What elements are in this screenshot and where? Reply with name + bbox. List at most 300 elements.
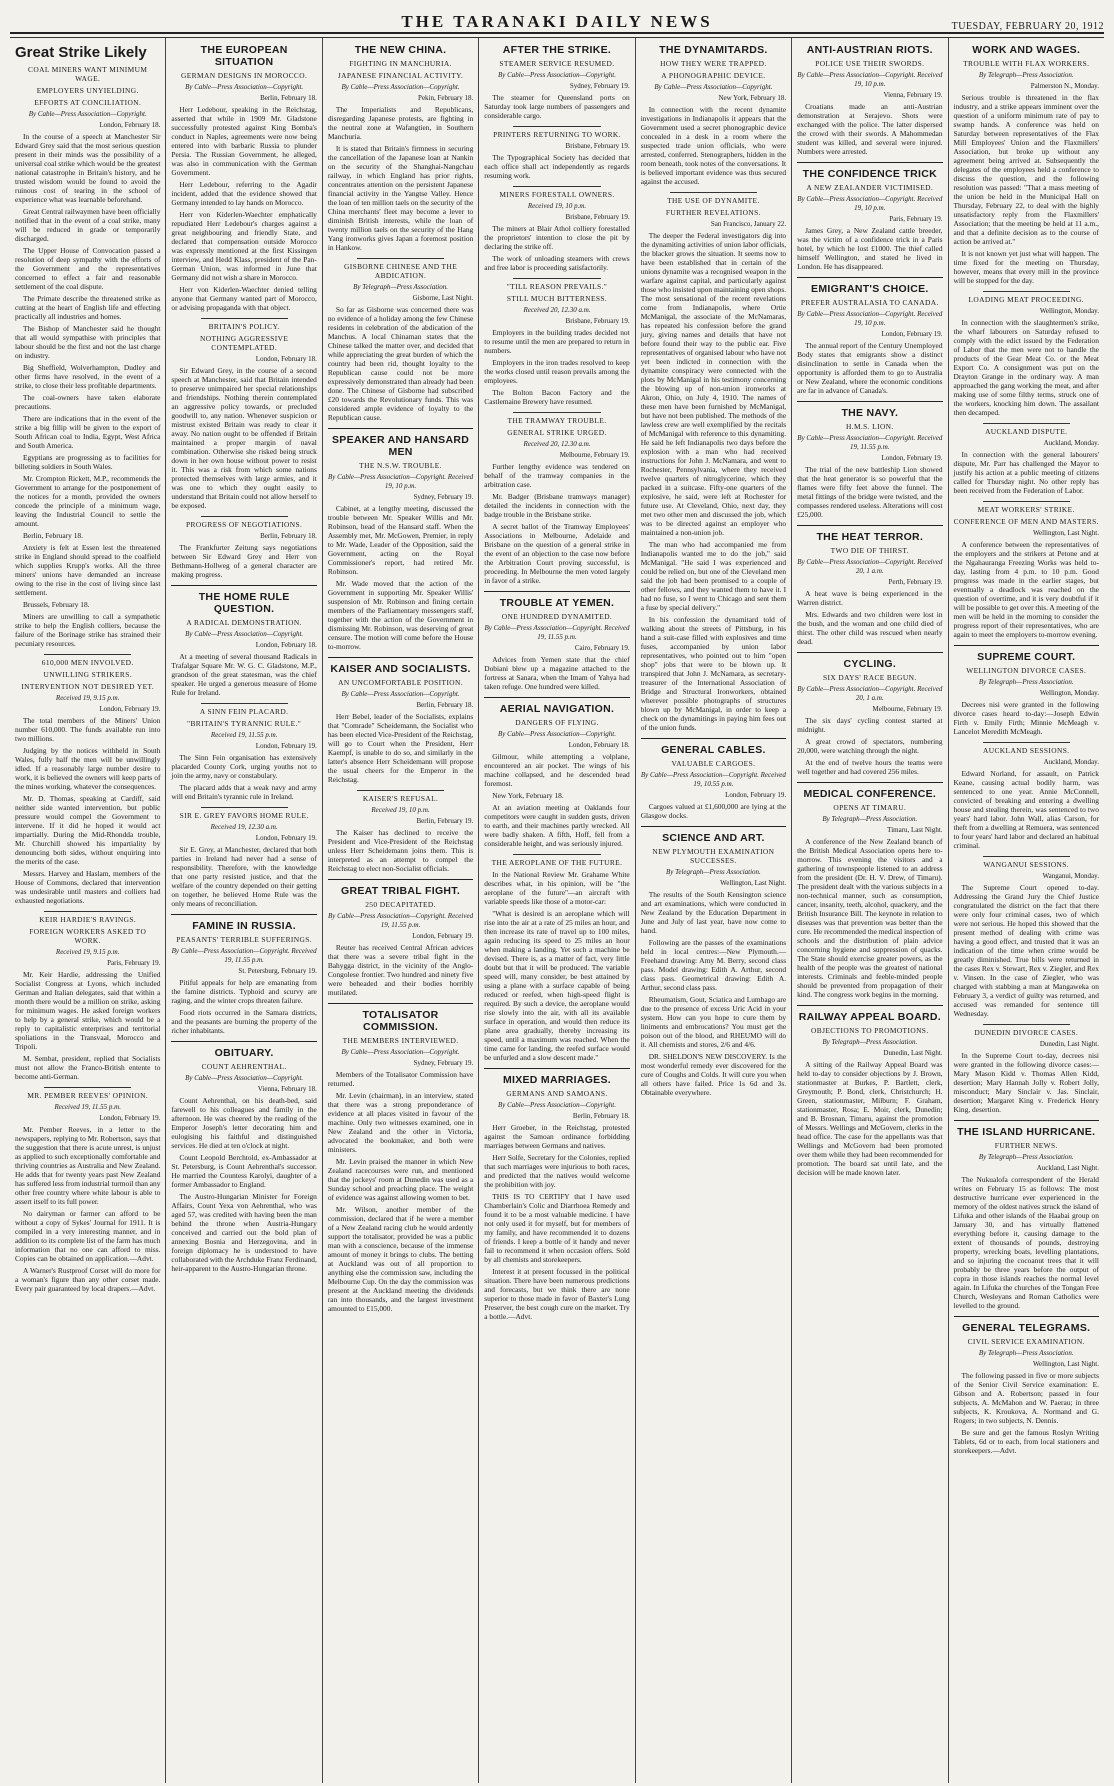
article-paragraph: Mr. D. Thomas, speaking at Cardiff, said neither side wanted intervention, but public pressure would compel the Government to intervene. If it did he hoped it would act impartially. During the Mid-Rhondda trouble, Mr. Churchill showed his impartiality by denouncing both sides, without enquiring into the merits of the case. [15, 794, 161, 866]
article-paragraph: New York, February 18. [492, 791, 564, 800]
article-dateline: London, February 19. [255, 742, 317, 750]
article-subheading: FOREIGN WORKERS ASKED TO WORK. [29, 927, 147, 945]
article-headline: SPEAKER AND HANSARD MEN [331, 434, 470, 458]
article-dateline: San Francisco, January 22. [710, 220, 787, 228]
article-byline: By Cable—Press Association—Copyright. [185, 630, 304, 638]
article-subheading: EMPLOYERS UNYIELDING. [36, 86, 139, 95]
article-dateline: Berlin, February 18. [260, 532, 317, 540]
article-paragraph: The work of unloading steamers with crews and free labor is proceeding satisfactorily. [484, 254, 630, 272]
column-4 [479, 38, 635, 1783]
article-paragraph: Mr. Pember Reeves, in a letter to the newspapers, replying to Mr. Robertson, says that the suggestion that there is acute unrest, is unjust as applied to such exceptionally comfortable and thriving countries as Australia and New Zealand. He adds that for twenty years past New Zealand has suffered less from industrial turmoil than any other free country where white labour is able to assert itself to its full power. [15, 1125, 161, 1206]
article-subheading: VALUABLE CARGOES. [671, 759, 756, 768]
article-paragraph: Rheumatism, Gout, Sciatica and Lumbago are due to the presence of excess Uric Acid in your system. How can you hope to cure them by liniments and embrocations? You must get the poison out of the blood, and RHEUMO will do it. All chemists and stores, 2/6 and 4/6. [640, 995, 787, 1049]
article-dateline: Dunedin, Last Night. [883, 1049, 943, 1057]
column-rule [797, 782, 942, 783]
section-rule [357, 790, 444, 791]
column-rule [797, 1005, 942, 1006]
article-headline: SUPREME COURT. [977, 651, 1076, 663]
article [797, 782, 942, 999]
article-byline: By Cable—Press Association—Copyright. [341, 690, 460, 698]
article-paragraph: A great crowd of spectators, numbering 20,000, were watching through the night. [797, 737, 943, 755]
article-paragraph: Miners are unwilling to call a sympathetic strike to help the English colliers, because the failure of the Borinage strike has strained their pecuniary resources. [15, 612, 161, 648]
article-subheading: PEASANTS' TERRIBLE SUFFERINGS. [176, 935, 313, 944]
article-dateline: Dunedin, Last Night. [1039, 1040, 1099, 1048]
article-paragraph: There are indications that in the event of the strike a big fillip will be given to the export of South African coal to India, Egypt, West Africa and South America. [15, 414, 161, 450]
article-dateline: Wellington, Last Night. [1033, 1360, 1099, 1368]
article [641, 826, 786, 1097]
article-subheading: MEAT WORKERS' STRIKE. [977, 505, 1075, 514]
article-subheading: CONFERENCE OF MEN AND MASTERS. [953, 517, 1099, 526]
article-dateline: London, February 19. [99, 705, 161, 713]
article-subheading: TROUBLE WITH FLAX WORKERS. [963, 59, 1090, 68]
article-byline: By Cable—Press Association—Copyright. Received 19, 11.55 p.m. [328, 912, 474, 929]
article [954, 1316, 1099, 1455]
article-paragraph: The Primate describe the threatened strike as cutting at the heart of English life and effecting practically all industries and homes. [15, 294, 161, 321]
column-rule [641, 826, 786, 827]
article [954, 856, 1099, 1018]
article [484, 854, 629, 1062]
article-headline: THE HOME RULE QUESTION. [198, 591, 290, 615]
article-paragraph: Egyptians are progressing as to facilities for billeting soldiers in South Wales. [15, 453, 161, 471]
article-paragraph: The Bolton Bacon Factory and the Castlemaine Brewery have resumed. [484, 388, 630, 406]
article-dateline: London, February 18. [99, 121, 161, 129]
article [797, 162, 942, 271]
article-subheading: POLICE USE THEIR SWORDS. [815, 59, 925, 68]
article-byline: By Telegraph—Press Association. [978, 1349, 1074, 1357]
article [171, 318, 316, 510]
article-byline: By Cable—Press Association—Copyright. Received 19, 11.55 p.m. [797, 434, 943, 451]
article-dateline: Pekin, February 18. [418, 94, 474, 102]
article-headline: MEDICAL CONFERENCE. [803, 788, 937, 800]
article [171, 914, 316, 1035]
article-paragraph: Judging by the notices withheld in South Wales, fully half the men will be unwillingly idled. If a reasonably large number desire to work, it is believed the owners will keep parts of the mines working, whatever the consequences. [15, 746, 161, 791]
article-paragraph: The six days' cycling contest started at midnight. [797, 716, 943, 734]
article-dateline: Auckland, Monday. [1043, 439, 1099, 447]
article-paragraph: A secret ballot of the Tramway Employees' Associations in Melbourne, Adelaide and Brisbane on the question of a general strike in the event of an objection to the case now before the Arbitration Court proving successful, is proceeding. In Melbourne the men voted largely in favor of a strike. [484, 522, 630, 585]
article-headline: AERIAL NAVIGATION. [499, 703, 615, 715]
article-paragraph: Herr Groeber, in the Reichstag, protested against the Samoan ordinance forbidding marriages between Germans and natives. [484, 1123, 630, 1150]
article-paragraph: A sitting of the Railway Appeal Board was held to-day to consider objections by J. Brown, stationmaster at Burkes, P. Bartlett, clerk, Greymouth; P. Bond, clerk, Christchurch; H. Green, stationmaster, Milburn; F. Graham, stationmaster, Rosa; E. Moir, clerk, Dunedin; and B. Brosnan, Timaru, against the promotion of Messrs. Wellings and McGovern, clerks in the head office. The case for the appellants was that Wellings and McGovern had been promoted over them while they had been recommended for promotion. The board sat until late, and the decision will be made known later. [797, 1060, 943, 1177]
article-headline: CYCLING. [843, 658, 897, 670]
article-byline: By Cable—Press Association—Copyright. [341, 83, 460, 91]
article [171, 1041, 316, 1273]
article-dateline: Melbourne, February 19. [559, 451, 630, 459]
column-rule [171, 914, 316, 915]
article-paragraph: A Warner's Rustproof Corset will do more for a woman's figure than any other corset made. Every pair guaranteed by local drapers.—Advt. [15, 1266, 161, 1293]
article-paragraph: Herr von Kiderlen-Waechter emphatically repudiated Herr Ledebour's charges against a great neighbouring and friendly State, and declared that compensation outside Morocco was expressly mentioned at the first Kissingen interview, and Hedd Klass, president of the Pan-German Union, was informed in June that Germany did not wish a share in Morocco. [171, 210, 317, 282]
article-dateline: Brisbane, February 19. [565, 213, 630, 221]
article-byline: Received 20, 12.30 a.m. [523, 440, 591, 448]
article-dateline: Berlin, February 18. [416, 701, 474, 709]
article-subheading: KAISER'S REFUSAL. [362, 794, 439, 803]
article-dateline: Sydney, February 19. [413, 493, 474, 501]
article-subheading: DANGERS OF FLYING. [515, 718, 599, 727]
article-subheading: "TILL REASON PREVAILS." [506, 282, 608, 291]
article [171, 807, 316, 908]
section-rule [44, 911, 131, 912]
article-paragraph: Herr Ledebour, referring to the Agadir incident, added that the evidence showed that Germany intended to lay hands on Morocco. [171, 180, 317, 207]
article-subheading: HOW THEY WERE TRAPPED. [660, 59, 767, 68]
article-byline: Received 20, 12.30 a.m. [523, 306, 591, 314]
article-paragraph: The following passed in five or more subjects of the Senior Civil Service examination: E. Gibson and A. Robertson; passed in four subjects, A. McMahon and W. Paerau; in three subjects, K. Kroukova, A. Normand and G. Rogers; in two subjects, N. Dennis. [953, 1371, 1099, 1425]
article [15, 911, 160, 1081]
column-rule [797, 162, 942, 163]
article-headline: THE NEW CHINA. [354, 44, 447, 56]
article-subheading: PROGRESS OF NEGOTIATIONS. [186, 520, 303, 529]
article-paragraph: At the end of twelve hours the teams were well together and had covered 256 miles. [797, 758, 943, 776]
article-subheading: THE USE OF DYNAMITE. [667, 196, 760, 205]
article-headline: OBITUARY. [214, 1047, 274, 1059]
section-rule [670, 192, 757, 193]
article-headline: GENERAL TELEGRAMS. [962, 1322, 1091, 1334]
article-subheading: WANGANUI SESSIONS. [983, 860, 1070, 869]
article-headline: THE NAVY. [841, 407, 899, 419]
article-paragraph: A conference of the New Zealand branch of the British Medical Association opens here to-morrow. This evening the visitors and a gathering of townspeople listened to an address from the president (Dr. H. V. Drew, of Timaru). The president dealt with the various subjects in a non-technical manner, such as consumption, cancer, insanity, teeth, alcohol, quackery, and the British Insurance Bill. The keynote in relation to diseases was that prevention was better than the cure. He recommended the medical inspection of schools and the distribution of plain advice concerning hygiene and suppression of quacks. The State should exercise greater powers, as the health of the people was the greatest of national interests. Criminals and feeble-minded people should be prevented from propagation of their kind. The congress work begins in the morning. [797, 837, 943, 999]
article-headline: THE ISLAND HURRICANE. [957, 1126, 1096, 1138]
newspaper-columns [10, 37, 1104, 1783]
article-dateline: Auckland, Last Night. [1036, 1164, 1099, 1172]
article [328, 1003, 473, 1313]
article-byline: Received 19, 9.15 p.m. [55, 694, 120, 702]
article-byline: By Telegraph—Press Association. [665, 868, 761, 876]
article-subheading: SIX DAYS' RACE BEGUN. [823, 673, 917, 682]
article-dateline: Cairo, February 19. [574, 644, 630, 652]
article [954, 742, 1099, 850]
article-paragraph: Herr von Kiderlen-Waechter denied telling anyone that Germany wanted part of Morocco, or advising propaganda with that object. [171, 285, 317, 312]
article-byline: Received 19, 10 p.m. [371, 806, 430, 814]
column-rule [171, 585, 316, 586]
article-headline: TOTALISATOR COMMISSION. [362, 1009, 439, 1033]
article-headline: RAILWAY APPEAL BOARD. [798, 1011, 941, 1023]
article-subheading: COUNT AEHRENTHAL. [201, 1062, 287, 1071]
article [954, 423, 1099, 495]
article-paragraph: Berlin, February 18. [23, 531, 83, 540]
article-subheading: STILL MUCH BITTERNESS. [506, 294, 608, 303]
article [954, 645, 1099, 736]
article-dateline: Brisbane, February 19. [565, 317, 630, 325]
masthead-date: TUESDAY, FEBRUARY 20, 1912 [951, 21, 1104, 32]
article [15, 654, 160, 905]
article-paragraph: Count Aehrenthal, on his death-bed, said farewell to his colleagues and family in the afternoon. He was cheered by the reading of the Emperor Joseph's letter decorating him and eulogising his faithful and distinguished services. He died at ten o'clock at night. [171, 1096, 317, 1150]
section-rule [513, 278, 600, 279]
article [171, 516, 316, 579]
article-paragraph: The Upper House of Convocation passed a resolution of deep sympathy with the efforts of the Government and the representatives concerned to effect a fair and reasonable settlement of the coal dispute. [15, 246, 161, 291]
article [954, 291, 1099, 417]
column-rule [797, 525, 942, 526]
article-byline: By Cable—Press Association—Copyright. Received 19, 10 p.m. [328, 473, 474, 490]
article-dateline: London, February 18. [568, 741, 630, 749]
article-subheading: ONE HUNDRED DYNAMITED. [501, 612, 613, 621]
article-paragraph: It is stated that Britain's firmness in securing the cancellation of the Japanese loan at Nankin on the security of the Shanghai-Nangchau railway, in which England has prior rights, concentrates attention on the persistent Japanese financial activity in the Yangtse Valley. Hence the loan of ten million taels on the security of the China merchants' fleet may become a lever to diminish British interests, while the loan of twenty million taels on the security of the Hang Yang ironworks gives Japan a foremost position in Hankow. [327, 144, 474, 252]
article-paragraph: Count Leopold Berchtold, ex-Ambassador at St. Petersburg, is Count Aehrenthal's successor. He married the Countess Karolyi, daughter of a former Ambassador to England. [171, 1153, 317, 1189]
article-dateline: Berlin, February 19. [416, 817, 474, 825]
article [484, 278, 629, 406]
article-headline: ANTI-AUSTRIAN RIOTS. [806, 44, 933, 56]
article-paragraph: The Typographical Society has decided that each office shall act independently as regards resuming work. [484, 153, 630, 180]
article-paragraph: The miners at Blair Athol colliery forestalled the proprietors' intention to close the pit by declaring the strike off. [484, 224, 630, 251]
article-paragraph: The deeper the Federal investigators dig into the dynamiting activities of union labor officials, the blacker grows the situation. It seems now to have been established that in certain of the unions dynamite was a recognised weapon in the warfare against capital, and particularly against those who insisted upon maintaining open shops. The most sensational of the recent revelations come from Indianapolis, where Ortie McManigal, the associate of the McNamaras, has repeated his confession before the grand jury, giving names and details that have not before found their way to the public ear. Five representatives of organised labour who have not yet been indicted in connection with the dynamite conspiracy were connected with the plots by McManigal in his testimony concerning the blowing up of non-union ironworks at Akron, Ohio, on July 4, 1910. The names of these men have been furnished by McManigal, but have not been published. The methods of the lawless crew are well exemplified by the recitals of McManigal with reference to this dynamiting. He said he left Indianapolis two days before the explosion with a man who had received instructions for John J. McNamara, and went to Rochester, Pennsylvania, where they received twelve quarters of nitroglycerine, which they packed in a suitcase. Fifty-one quarters of the explosive, he said, were left at Rochester for future use. At Cleveland, Ohio, next day, they met two other men and discussed the job, which was to be directed against an employer who maintained a non-union job. [640, 231, 787, 537]
article-paragraph: No dairyman or farmer can afford to be without a copy of Sykes' Journal for 1911. It is compiled in a very interesting manner, and in addition to its complete list of the farm has much information that no one can afford to miss. Copies can be obtained on application.—Advt. [15, 1209, 161, 1263]
article [328, 428, 473, 651]
article [171, 703, 316, 801]
article-paragraph: In connection with the general labourers' dispute, Mr. Parr has challenged the Mayor to justify his action at a public meeting of citizens called for Thursday night. No other reply has been received from the Federation of Labor. [953, 450, 1099, 495]
article-subheading: DUNEDIN DIVORCE CASES. [974, 1028, 1079, 1037]
article-headline: FAMINE IN RUSSIA. [192, 920, 296, 932]
article-subheading: FURTHER REVELATIONS. [665, 208, 761, 217]
article-byline: By Cable—Press Association—Copyright. Received 19, 11.55 p.m. [171, 947, 317, 964]
article [484, 412, 629, 585]
section-rule [983, 856, 1070, 857]
article-dateline: Wellington, Monday. [1039, 689, 1099, 697]
article-paragraph: The Austro-Hungarian Minister for Foreign Affairs, Count Yexa von Aehrenthal, who was aged 57, was credited with having been the man behind the throne when Austria-Hungary conceived and carried out the bold plan of annexing Bosnia and Herzegovina, and in foreign diplomacy he is understood to have collaborated with the Archduke Franz Ferdinand, heir-apparent to the Austro-Hungarian throne. [171, 1192, 317, 1273]
section-rule [983, 501, 1070, 502]
article [797, 1005, 942, 1177]
article-dateline: Wellington, Last Night. [720, 879, 787, 887]
article-paragraph: In the National Review Mr. Grahame White describes what, in his opinion, will be "the aeroplane of the future"—an aircraft with variable speeds like those of a motor-car: [484, 870, 630, 906]
column-6 [792, 38, 948, 1783]
column-rule [484, 1068, 629, 1069]
article-paragraph: M. Sembat, president, replied that Socialists must not allow the Franco-British entente to become anti-German. [15, 1054, 161, 1081]
article-paragraph: The total members of the Miners' Union number 610,000. The funds available run into two millions. [15, 716, 161, 743]
article-byline: By Cable—Press Association—Copyright. [341, 1048, 460, 1056]
article-paragraph: Pitiful appeals for help are emanating from the famine districts. Typhoid and scurvy are raging, and the winter crops threaten failure. [171, 978, 317, 1005]
section-rule [983, 291, 1070, 292]
article-dateline: Auckland, Monday. [1043, 758, 1099, 766]
article [328, 879, 473, 997]
article-dateline: Perth, February 19. [888, 578, 943, 586]
article-headline: AFTER THE STRIKE. [502, 44, 612, 56]
article-dateline: London, February 19. [255, 834, 317, 842]
article-dateline: Timaru, Last Night. [887, 826, 943, 834]
article-paragraph: A conference between the representatives of the employers and the strikers at Petone and at the Ngahauranga Freezing Works was held to-day, lasting from 4 p.m. to 10 p.m. Good progress was made in the earlier stages, but eventually a deadlock was reached on the question of overtime, and it is very doubtful if it will be possible to get over this. A meeting of the men will be held in the morning to consider the progress report of their representatives, who are again to meet the employers to-morrow evening. [953, 540, 1099, 639]
article-dateline: Paris, February 19. [889, 215, 943, 223]
column-rule [171, 1041, 316, 1042]
article-byline: By Telegraph—Press Association. [978, 1153, 1074, 1161]
article-paragraph: In connection with the slaughtermen's strike, the wharf labourers on Saturday refused to comply with the edict issued by the Federation of Labor that the men were not to handle the products of the Gear Meat Co. or the Meat Export Co. A consignment was put on the Drayton Grange in the ordinary way. A man approached the gang working the meat, and after making use of some filthy terms, struck one of the workers, knocking him down. The assailant then decamped. [953, 318, 1099, 417]
article [484, 186, 629, 272]
article [484, 591, 629, 691]
article-paragraph: Mr. Levin (chairman), in an interview, stated that there was a strong preponderance of evidence at all places visited in favour of the machine. Only two witnesses examined, one in New Zealand and the other in Victoria, advocated the bookmaker, and both were ministers. [327, 1091, 474, 1154]
article-byline: By Cable—Press Association—Copyright. Received 19, 10.55 p.m. [640, 771, 786, 788]
article-paragraph: "What is desired is an aeroplane which will rise into the air at a rate of 25 miles an hour, and then increase its rate of travel up to 100 miles, again reducing its speed to 25 miles an hour when making a landing. Yet such a machine be devised. There is, as a matter of fact, very little doubt but that it will be produced. The variable speed will, many consider, be best attained by using a plane with a surface capable of being reduced or reefed, when high-speed flight is required. By such a device, the aeroplane would rise slowly into the air, with all its available surface in operation, and would then reduce its plane area gradually, thereby increasing its speed, until a maximum was reached. When the time came for landing, the reefed surface would be unfurled and a slow descent made." [484, 909, 630, 1062]
article-paragraph: The Kaiser has declined to receive the President and Vice-President of the Reichstag unless Herr Scheidemann joins them. This is interpreted as an attempt to compel the Reichstag to elect non-Socialist officials. [327, 828, 474, 873]
article [954, 1120, 1099, 1310]
article-byline: By Telegraph—Press Association. [978, 71, 1074, 79]
article-headline: THE HEAT TERROR. [816, 531, 924, 543]
article-dateline: London, February 19. [881, 454, 943, 462]
article-paragraph: Herr Ledebour, speaking in the Reichstag, asserted that while in 1909 Mr. Gladstone successfully protested against King Bomba's conduct in Naples, agreements were now being entered into with barbaric Russia to plunder Persia. The Russian Government, he alleged, was also in communication with the German Government. [171, 105, 317, 177]
article-byline: By Cable—Press Association—Copyright. [497, 71, 616, 79]
section-rule [513, 126, 600, 127]
article-subheading: WELLINGTON DIVORCE CASES. [966, 666, 1087, 675]
column-5 [636, 38, 792, 1783]
article-paragraph: Herr Solfe, Secretary for the Colonies, replied that such marriages were injurious to both races, and predicted that the natives would welcome the prohibition with joy. [484, 1153, 630, 1189]
column-rule [954, 1120, 1099, 1121]
article-paragraph: In the Supreme Court to-day, decrees nisi were granted in the following divorce cases:—Mary Mason Kidd v. Thomas Allen Kidd, desertion; Mary Hannah Jolly v. Robert Jolly, misconduct; Mary Sinclair v. Jas. Sinclair, desertion; Margaret King v. Frederick Henry King, desertion. [953, 1051, 1099, 1114]
article-byline: By Telegraph—Press Association. [822, 815, 918, 823]
article [328, 44, 473, 252]
article-paragraph: In the course of a speech at Manchester Sir Edward Grey said that the most serious question present in their minds was the possibility of a universal coal strike which would be the greatest national catastrophe in Britain's history, and he trusted wisdom would be found to avoid the ruinous cost of tearing in the school of experience what was learnable beforehand. [15, 132, 161, 204]
column-rule [484, 697, 629, 698]
article-subheading: THE N.S.W. TROUBLE. [359, 461, 442, 470]
article-subheading: MR. PEMBER REEVES' OPINION. [27, 1091, 149, 1100]
article-subheading: H.M.S. LION. [845, 422, 894, 431]
article [797, 277, 942, 395]
article-headline: THE DYNAMITARDS. [659, 44, 768, 56]
article-subheading: INTERVENTION NOT DESIRED YET. [21, 682, 155, 691]
article-headline: THE EUROPEAN SITUATION [200, 44, 288, 68]
article-dateline: London, February 18. [255, 641, 317, 649]
section-rule [44, 654, 131, 655]
article-subheading: A NEW ZEALANDER VICTIMISED. [806, 183, 934, 192]
article-subheading: KEIR HARDIE'S RAVINGS. [39, 915, 137, 924]
article-headline: GENERAL CABLES. [661, 744, 766, 756]
section-rule [201, 807, 288, 808]
article-paragraph: Brussels, February 18. [23, 600, 90, 609]
article-subheading: SIR E. GREY FAVORS HOME RULE. [179, 811, 309, 820]
article-subheading: OBJECTIONS TO PROMOTIONS. [811, 1026, 929, 1035]
article-byline: By Cable—Press Association—Copyright. [185, 1074, 304, 1082]
article [797, 525, 942, 646]
article-paragraph: Anxiety is felt at Essen lest the threatened strike in England should spread to the coalfield which supplies Krupp's works. All the three miners' unions have demanded an increase owing to the rise in the cost of living since last settlement. [15, 543, 161, 597]
article-byline: By Cable—Press Association—Copyright. Received 19, 10 p.m. [797, 310, 943, 327]
article [328, 258, 473, 422]
article [797, 401, 942, 519]
article-byline: By Cable—Press Association—Copyright. [654, 83, 773, 91]
article [15, 1087, 160, 1293]
article-paragraph: Reuter has received Central African advices that there was a severe tribal fight in the Bahygga district, in the vicinity of the Anglo-Congolese frontier. Two hundred and ninety five were beheaded and their bodies horribly mutilated. [327, 943, 474, 997]
article-paragraph: The man who had accompanied me from Indianapolis wanted me to do the job," said McManigal. "He said I was experienced and could be relied on, but one of the Cleveland men said the job had been promised to a couple of other fellows, and they wanted them to have it. I had no fuse, so I went to Chicago and sent them a fuse by special delivery." [640, 540, 787, 612]
article [484, 44, 629, 120]
article-paragraph: Gilmour, while attempting a volplane, encountered an air pocket. The wings of his machine collapsed, and he descended head foremost. [484, 752, 630, 788]
article-paragraph: Mr. Wade moved that the action of the Government in supporting Mr. Speaker Willis' suspension of Mr. Robinson and fining certain members of the Parliamentary messengers staff, together with the action of the Government in dismissing Mr. Robinson, was deserving of great censure. The motion will come before the House to-morrow. [327, 579, 474, 651]
article-paragraph: The steamer for Queensland ports on Saturday took large numbers of passengers and considerable cargo. [484, 93, 630, 120]
article-headline: THE CONFIDENCE TRICK [802, 168, 937, 180]
article-paragraph: Be sure and get the famous Roslyn Writing Tablets, 6d or to each, from local stationers and storekeepers.—Advt. [953, 1428, 1099, 1455]
article-paragraph: Mr. Keir Hardie, addressing the Unified Socialist Congress at Lyons, which included German and Italian delegates, said that within a month there would be a million on strike, asking for minimum wages. He asked foreign workers to help by a general strike, which would be a reply to capitalistic enterprises and territorial spoliations in the Transvaal, Morocco and Tripoli. [15, 970, 161, 1051]
section-rule [201, 703, 288, 704]
article-paragraph: The trial of the new battleship Lion showed that the heat generator is so powerful that the flames were fifty feet above the funnel. The metal fittings of the bridge were twisted, and the compasses rendered useless. Alterations will cost £25,000. [797, 465, 943, 519]
article-subheading: THE AEROPLANE OF THE FUTURE. [491, 858, 623, 867]
article-dateline: Melbourne, February 19. [872, 705, 943, 713]
article-paragraph: Employers in the iron trades resolved to keep the works closed until reason prevails among the employees. [484, 358, 630, 385]
article-byline: Received 19, 12.30 a.m. [210, 823, 278, 831]
article-paragraph: The placard adds that a weak navy and army will end Britain's tyrannic rule in Ireland. [171, 783, 317, 801]
column-rule [797, 277, 942, 278]
article-paragraph: James Grey, a New Zealand cattle breeder, was the victim of a confidence trick in a Paris hotel, by which he lost £1000. The thief called himself Wellington, and stated he lived in London. He has disappeared. [797, 226, 943, 271]
article-paragraph: Following are the passes of the examinations held in local centres:—New Plymouth.—Freehand drawing: Amy M. Berry, second class pass. Model drawing: Edith A. Arthur, second class pass. Geometrical drawing: Edith A. Arthur, second class pass. [640, 938, 787, 992]
article-subheading: A RADICAL DEMONSTRATION. [186, 618, 302, 627]
article-dateline: Wanganui, Monday. [1042, 872, 1099, 880]
section-rule [983, 423, 1070, 424]
article-subheading: FIGHTING IN MANCHURIA. [349, 59, 452, 68]
article-byline: By Cable—Press Association—Copyright. Received 19, 11.55 p.m. [484, 624, 630, 641]
article-dateline: Sydney, February 19. [569, 82, 630, 90]
article-paragraph: Cargoes valued at £1,600,000 are lying at the Glasgow docks. [640, 802, 787, 820]
article [954, 501, 1099, 639]
article-dateline: Wellington, Monday. [1039, 307, 1099, 315]
article-subheading: THE MEMBERS INTERVIEWED. [342, 1036, 459, 1045]
article-byline: Received 19, 10 p.m. [527, 202, 587, 210]
article-paragraph: In connection with the recent dynamite investigations in Indianapolis it appears that the Government used a secret phonographic device concealed in a desk in a room where the suspected trade union officials, who were arrested, conferred. Stenographers, hidden in the room beneath, took notes of the conversations. It is believed important evidence was thus secured against the accused. [640, 105, 787, 186]
article-subheading: MINERS FORESTALL OWNERS. [499, 190, 615, 199]
article-dateline: St. Petersburg, February 19. [238, 967, 317, 975]
article-subheading: PREFER AUSTRALASIA TO CANADA. [800, 298, 939, 307]
article [484, 1068, 629, 1321]
article-subheading: AUCKLAND DISPUTE. [985, 427, 1068, 436]
article-paragraph: In his confession the dynamitard told of walking about the streets of Pittsburg, in his hand a suit-case filled with explosives and time fuses, accompanied by union labor representatives, who pointed out to him "open shop" jobs that were to be blown up. It transpired that John J. McNamara, as secretary-treasurer of the International Association of Bridge and Structural Ironworkers, obtained wherever possible photographs of structures blown up by McManigal, in order to keep a check on the dynamitings in paying him fees out of the union funds. [640, 615, 787, 732]
article-byline: By Cable—Press Association—Copyright. Received 20, 1 a.m. [797, 685, 943, 702]
article-paragraph: The results of the South Kensington science and art examinations, which were conducted in New Zealand by the Education Department in June and July of last year, have now come to hand. [640, 890, 787, 935]
article-paragraph: Croatians made an anti-Austrian demonstration at Serajevo. Shots were exchanged with the police. The latter dispersed the crowd with their swords. A Mahommedan student was killed, and several were injured. Numbers were arrested. [797, 102, 943, 156]
article [328, 657, 473, 784]
article-byline: Received 19, 9.15 p.m. [55, 948, 120, 956]
column-rule [328, 1003, 473, 1004]
article-subheading: 250 DECAPITATED. [365, 900, 436, 909]
article-paragraph: Messrs. Harvey and Haslam, members of the House of Commons, declared that intervention was undesirable until masters and colliers had exhausted negotiations. [15, 869, 161, 905]
article-headline: SCIENCE AND ART. [662, 832, 765, 844]
article [171, 585, 316, 697]
masthead [10, 6, 1104, 34]
column-rule [328, 879, 473, 880]
column-rule [797, 401, 942, 402]
article-dateline: London, February 19. [881, 330, 943, 338]
article-dateline: Paris, February 19. [107, 959, 161, 967]
column-rule [641, 738, 786, 739]
article-subheading: A PHONOGRAPHIC DEVICE. [661, 71, 766, 80]
article-byline: By Cable—Press Association—Copyright. Received 19, 10 p.m. [797, 71, 943, 88]
article-dateline: Wellington, Last Night. [1033, 529, 1099, 537]
article-paragraph: The Bishop of Manchester said he thought that all would sympathise with principles that labour should be the first and not the last charge on industry. [15, 324, 161, 360]
article-subheading: BRITAIN'S POLICY. [208, 322, 280, 331]
section-rule [513, 186, 600, 187]
article-headline: KAISER AND SOCIALISTS. [330, 663, 471, 675]
article [641, 738, 786, 820]
article-paragraph: Food riots occurred in the Samara districts, and the peasants are burning the property of the richer inhabitants. [171, 1008, 317, 1035]
column-rule [328, 657, 473, 658]
article-subheading: FURTHER NEWS. [994, 1141, 1058, 1150]
article-dateline: Berlin, February 18. [572, 1112, 630, 1120]
article-paragraph: The Sinn Fein organisation has extensively placarded County Cork, urging youths not to join the army, navy or constabulary. [171, 753, 317, 780]
article [484, 697, 629, 848]
article-byline: By Telegraph—Press Association. [978, 678, 1074, 686]
article-byline: Received 19, 11.55 p.m. [210, 731, 278, 739]
column-rule [797, 652, 942, 653]
article-subheading: GENERAL STRIKE URGED. [507, 428, 607, 437]
article-headline: Great Strike Likely [15, 44, 147, 61]
article-paragraph: Mr. Levin praised the manner in which New Zealand racecourses were run, and mentioned that the jockeys' room at Dunedin was used as a Sunday school and preaching place. The weight of evidence was against allowing women to bet. [327, 1157, 474, 1202]
column-rule [954, 1316, 1099, 1317]
article-subheading: COAL MINERS WANT MINIMUM WAGE. [28, 65, 148, 83]
article-paragraph: Decrees nisi were granted in the following divorce cases heard to-day:—Joseph Edwin Firth v. Emily Firth; Minnie McMeagh v. Lancelot Meredith McMeagh. [953, 700, 1099, 736]
article [954, 1024, 1099, 1114]
article [641, 44, 786, 186]
article-paragraph: So far as Gisborne was concerned there was no evidence of a holiday among the few Chinese residents in celebration of the abdication of the Manchus. A local Chinaman states that the Chinese talked the matter over, and decided that while appreciating the great burden of which the country had been rid, thought loyalty to the Republican cause could not be more expressively demonstrated than already had been done. The Chinese of Gisborne had subscribed £20 towards the Revolutionary funds. This was considered ample evidence of loyalty to the Republican cause. [327, 305, 474, 422]
article-paragraph: Advices from Yemen state that the chief Dobiani blew up a magazine attached to the fortress at Sanara, when the Imam of Yahya had taken refuge. One hundred were killed. [484, 655, 630, 691]
article-paragraph: Serious trouble is threatened in the flax industry, and a strike appears imminent over the question of a uniform minimum rate of pay to swamp hands. A conference was held on Saturday between representatives of the Flax Mill Employees' Union and the Flaxmillers' Association, but broke up without any agreement being arrived at. Subsequently the delegates of the employees held a conference to discuss the question, and the following resolution was passed: "That a mass meeting of the union be held in the Municipal Hall on Thursday, February 22, to deal with the highly unsatisfactory reply from the Flaxmillers' Association; that the meeting be held at 11 a.m., and that a definite decision as to the course of action be arrived at." [953, 93, 1099, 246]
article-byline: By Cable—Press Association—Copyright. Received 19, 10 p.m. [797, 195, 943, 212]
section-rule [983, 742, 1070, 743]
article-subheading: GISBORNE CHINESE AND THE ABDICATION. [343, 262, 458, 280]
article-paragraph: Cabinet, at a lengthy meeting, discussed the trouble between Mr. Speaker Willis and Mr. Robinson, head of the Hansard staff. When the Assembly met, Mr. McGowen, Premier, in reply to Mr. Wade, Leader of the Opposition, said the Government, acting on the Royal Commissioner's report, had retired Mr. Robinson. [327, 504, 474, 576]
article-dateline: Sydney, February 19. [413, 1059, 474, 1067]
article-paragraph: Mr. Wilson, another member of the commission, declared that if he were a member of a New Zealand racing club he would ardently support the totalisator, provided he was a public man with a conscience, because of the immense amount of money it brings to clubs. The betting at Auckland was out of all proportion to anything else the commission saw, including the Melbourne Cup. On the day the commission was present at the Auckland meeting the dividends ran into thousands, and the largest investment amounted to £15,000. [327, 1205, 474, 1313]
column-rule [328, 428, 473, 429]
article-subheading: AN UNCOMFORTABLE POSITION. [338, 678, 464, 687]
article-dateline: London, February 19. [725, 791, 787, 799]
article-byline: By Cable—Press Association—Copyright. [497, 730, 616, 738]
article-dateline: Vienna, February 18. [257, 1085, 317, 1093]
